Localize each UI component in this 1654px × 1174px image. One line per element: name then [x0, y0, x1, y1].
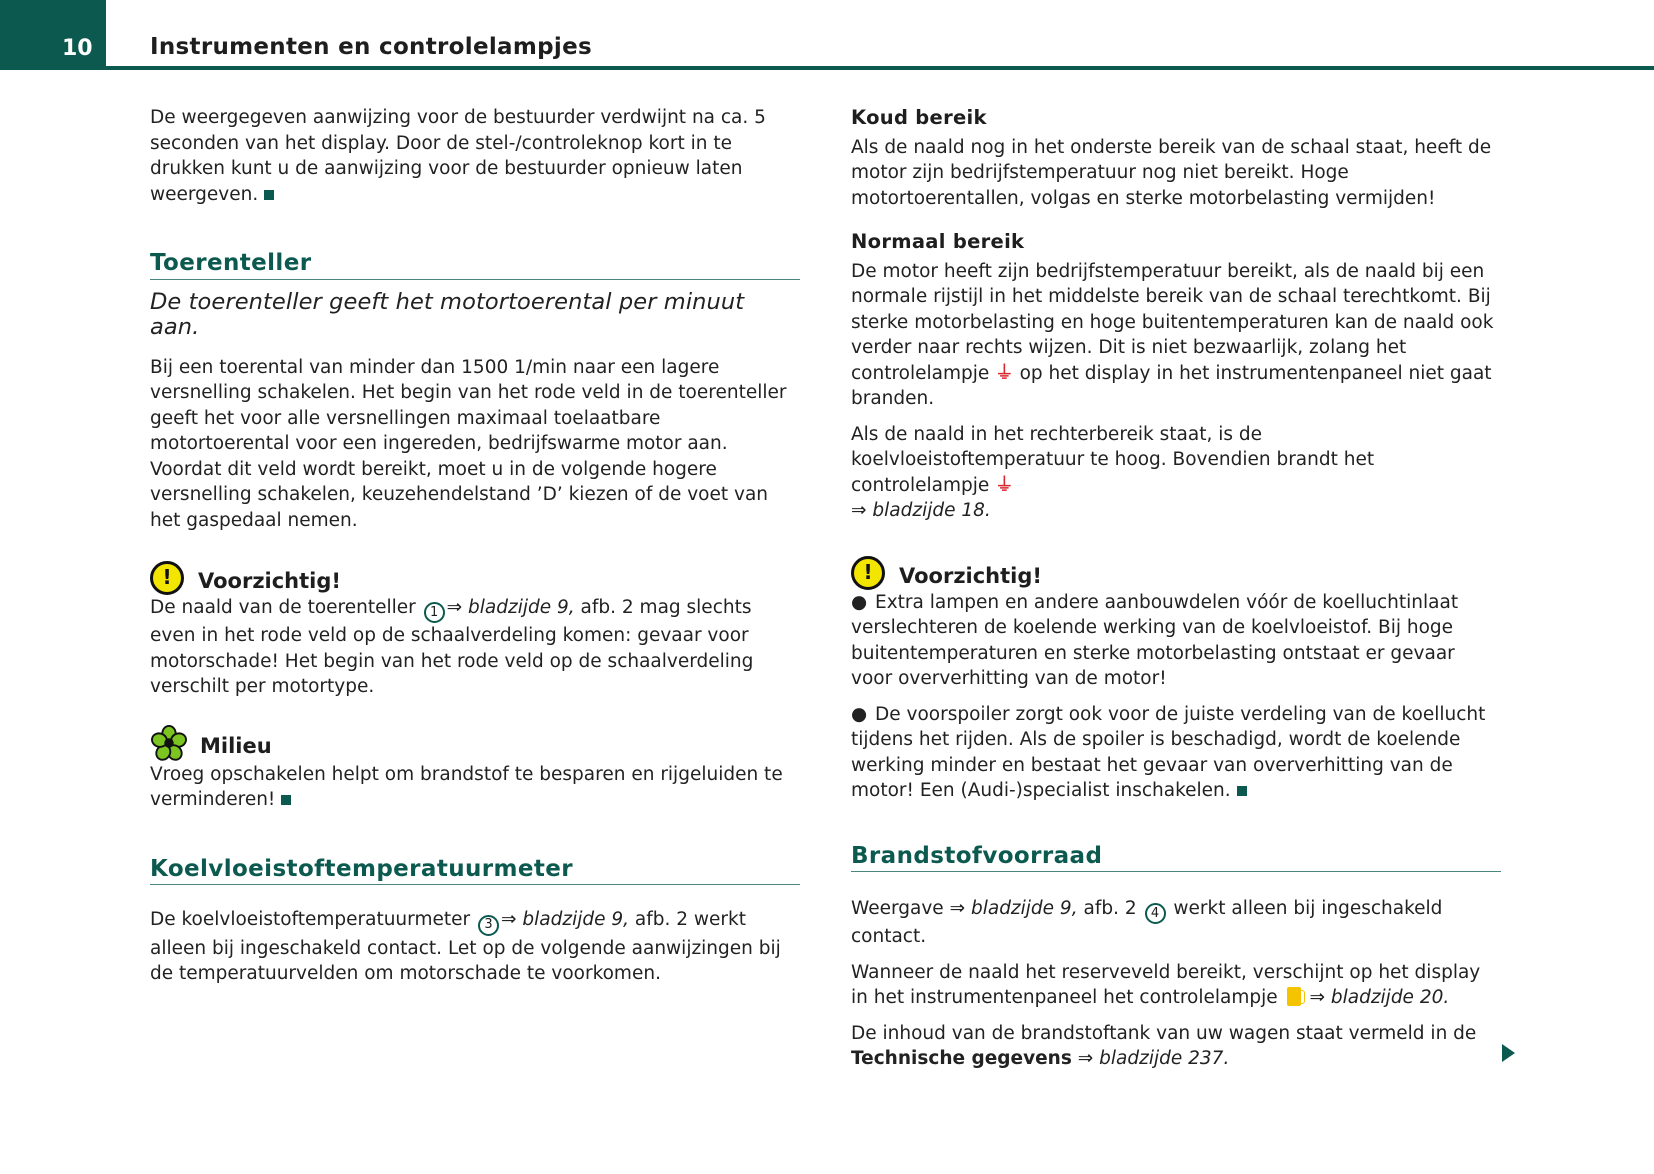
arrow-icon: ⇒ — [446, 597, 463, 618]
arrow-icon: ⇒ — [851, 500, 867, 521]
coolant-temperature-icon: ⏚ — [995, 362, 1014, 384]
warning-icon: ! — [851, 556, 885, 590]
rechts-text: Als de naald in het rechterbereik staat, is de koelvloeistoftemperatuur te hoog. Bovendien brandt het controlelampje ⏚ ⇒ bladzijde 18. — [851, 423, 1375, 521]
arrow-icon: ⇒ — [1077, 1048, 1094, 1070]
caution-heading: ! Voorzichtig! — [851, 564, 1501, 590]
end-of-section-marker — [1237, 786, 1247, 796]
milieu-text: Vroeg opschakelen helpt om brandstof te besparen en rijgeluiden te verminderen! — [150, 763, 783, 811]
intro-paragraph: De weergegeven aanwijzing voor de bestuurder verdwijnt na ca. 5 seconden van het display. Door de stel-/controleknop kort in te drukken kunt u de aanwijzing voor de bestuurder opnieuw laten weergeven. — [150, 107, 766, 205]
arrow-icon: ⇒ — [1309, 987, 1325, 1009]
page-reference-link[interactable]: bladzijde 20. — [1330, 987, 1450, 1009]
caution-heading: ! Voorzichtig! — [150, 569, 800, 595]
page-number: 10 — [62, 36, 93, 61]
page-reference-link[interactable]: bladzijde 18. — [872, 500, 991, 521]
callout-number: 3 — [478, 915, 499, 936]
coolant-temperature-icon: ⏚ — [995, 474, 1014, 496]
fuel-pump-icon — [1287, 987, 1301, 1006]
brandstof-p1: Weergave ⇒ bladzijde 9, afb. 2 4 werkt alleen bij ingeschakeld contact. — [851, 898, 1443, 948]
caution-text: De naald van de toerenteller 1 ⇒ bladzijde 9, afb. 2 mag slechts even in het rode veld op de schaalverdeling komen: gevaar voor motorschade! Het begin van het rode veld op de schaalverdeling verschilt per motortype. — [150, 597, 754, 698]
bullet-icon: ● — [851, 591, 868, 613]
end-of-section-marker — [281, 795, 291, 805]
bullet-icon: ● — [851, 703, 868, 725]
normaal-text: De motor heeft zijn bedrijfstemperatuur bereikt, als de naald bij een normale rijstijl in het middelste bereik van de schaal terechtkomt. Bij sterke motorbelasting en hoge buitentemperaturen kan de naald ook verder naar rechts wijzen. Dit is niet bezwaarlijk, zolang het controlelampje ⏚ op het display in het instrumentenpaneel niet gaat branden. — [851, 260, 1494, 409]
brandstof-p3: De inhoud van de brandstoftank van uw wagen staat vermeld in de Technische gegevens ⇒ bladzijde 237. — [851, 1022, 1477, 1070]
callout-number: 4 — [1145, 903, 1166, 924]
koelvloeistof-text: De koelvloeistoftemperatuurmeter 3 ⇒ bladzijde 9, afb. 2 werkt alleen bij ingeschakeld contact. Let op de volgende aanwijzingen bij de temperatuurvelden om motorschade te voorkomen. — [150, 909, 781, 984]
brandstof-p2: Wanneer de naald het reserveveld bereikt, verschijnt op het display in het instrumentenpaneel het controlelampje ⇒ bladzijde 20. — [851, 961, 1481, 1009]
arrow-icon: ⇒ — [500, 909, 517, 931]
caution-bullet: ● De voorspoiler zorgt ook voor de juiste verdeling van de koellucht tijdens het rijden. Als de spoiler is beschadigd, wordt de koelende werking minder en bestaat het gevaar van oververhitting van de motor! Een (Audi-)specialist inschakelen. — [851, 703, 1486, 801]
continue-next-page-icon[interactable] — [1502, 1044, 1515, 1062]
header-rule — [0, 66, 1654, 70]
flower-icon — [150, 724, 188, 762]
subheading-normaal: Normaal bereik — [851, 230, 1025, 253]
chapter-title: Instrumenten en controlelampjes — [150, 34, 592, 60]
subheading-koud: Koud bereik — [851, 106, 987, 129]
page-reference-link[interactable]: bladzijde 9, — [970, 898, 1078, 919]
section-heading-koelvloeistof: Koelvloeistoftemperatuurmeter — [150, 857, 800, 886]
section-heading-brandstof: Brandstofvoorraad — [851, 844, 1501, 873]
toerenteller-body: Bij een toerental van minder dan 1500 1/min naar een lagere versnelling schakelen. Het begin van het rode veld in de toerenteller geeft het voor alle versnellingen maximaal toelaatbare motortoerental voor een ingereden, bedrijfswarme motor aan. Voordat dit veld wordt bereikt, moet u in de volgende hogere versnelling schakelen, keuzehendelstand ’D’ kiezen of de voet van het gaspedaal nemen. — [150, 356, 787, 531]
callout-number: 1 — [424, 602, 445, 623]
lead-sentence: De toerenteller geeft het motortoerental per minuut aan. — [150, 288, 745, 340]
koud-text: Als de naald nog in het onderste bereik van de schaal staat, heeft de motor zijn bedrijfstemperatuur nog niet bereikt. Hoge motortoerentallen, volgas en sterke motorbelasting vermijden! — [851, 136, 1492, 209]
warning-icon: ! — [150, 561, 184, 595]
page-reference-link[interactable]: bladzijde 237. — [1099, 1048, 1230, 1070]
caution-bullet: ● Extra lampen en andere aanbouwdelen vóór de koelluchtinlaat verslechteren de koelende werking van de koelvloeistof. Bij hoge buitentemperaturen en sterke motorbelasting ontstaat er gevaar voor oververhitting van de motor! — [851, 591, 1459, 689]
end-of-section-marker — [264, 190, 274, 200]
section-heading-toerenteller: Toerenteller — [150, 251, 800, 280]
page-reference-link[interactable]: bladzijde 9, — [468, 597, 575, 618]
right-column — [851, 105, 1501, 1082]
milieu-heading: Milieu — [150, 732, 800, 762]
page-reference-link[interactable]: bladzijde 9, — [522, 909, 630, 931]
arrow-icon: ⇒ — [949, 898, 966, 919]
left-column — [150, 105, 800, 997]
